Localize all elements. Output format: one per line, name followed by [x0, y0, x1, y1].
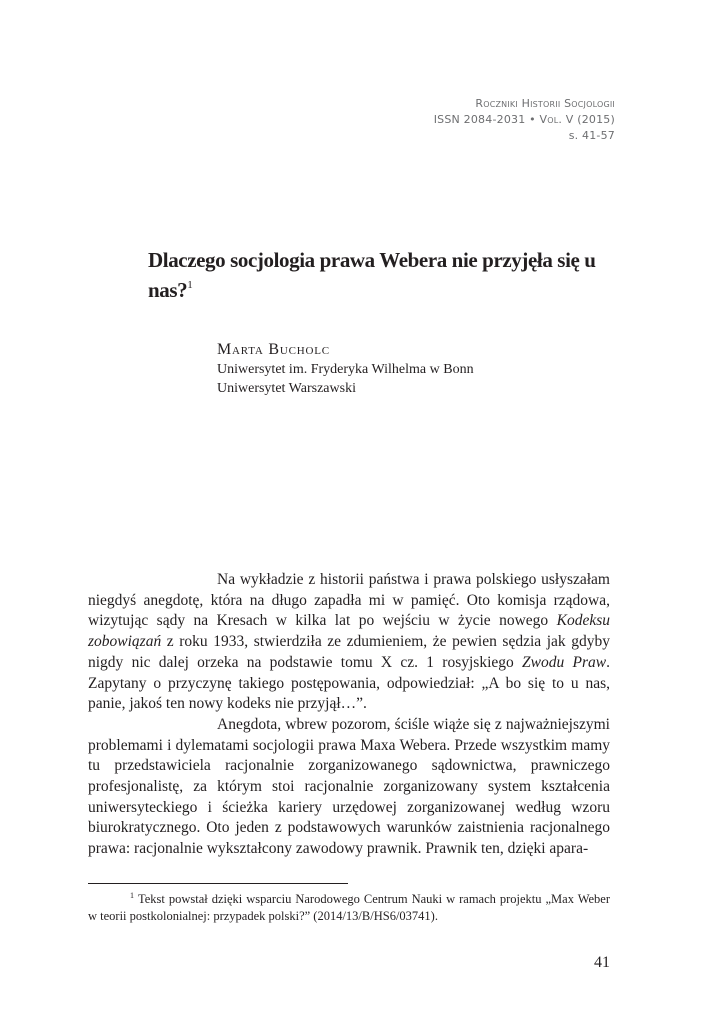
journal-header [434, 96, 615, 144]
body-paragraph-2: Anegdota, wbrew pozorom, ściśle wiąże się z najważniejszymi problemami i dylematami socjologii prawa Maxa Webera. Przede wszystkim mamy tu przedstawiciela racjonalnie zorganizowanego sądownictwa, prawniczego profesjonalistę, za którym stoi racjonalnie zorganizowany system kształcenia uniwersyteckiego i ścieżka kariery urzędowej zorganizowanej według wzoru biurokratycznego. Oto jeden z podstawowych warunków zaistnienia racjonalnego prawa: racjonalnie wykształcony zawodowy prawnik. Prawnik ten, dzięki apara- [88, 715, 610, 858]
page-number: 41 [594, 954, 610, 971]
journal-issn: ISSN 2084-2031 [433, 113, 526, 126]
author-affiliation-1: Uniwersytet im. Fryderyka Wilhelma w Bonn [217, 362, 474, 377]
footnote-number: 1 [130, 891, 134, 900]
author-affiliation-2: Uniwersytet Warszawski [217, 381, 356, 396]
body-p1-text-c: . Zapytany o przyczynę takiego postępowania, odpowiedział: „A bo się to u nas, panie, jakoś ten nowy kodeks nie przyjął…”. [88, 653, 610, 713]
journal-volume: Vol. V (2015) [539, 113, 615, 126]
body-paragraph-1 [88, 570, 610, 715]
body-p1-text-a: Na wykładzie z historii państwa i prawa polskiego usłyszałam niegdyś anegdotę, która na długo zapadła mi w pamięć. Oto komisja rządowa, wizytując sądy na Kresach w kilka lat po wejściu w życie nowego [88, 571, 610, 630]
article-title-text: Dlaczego socjologia prawa Webera nie przyjęła się u nas? [148, 248, 596, 302]
title-footnote-ref: 1 [187, 279, 193, 291]
article-title [148, 248, 618, 303]
article-body [88, 570, 610, 860]
body-p1-text-b: z roku 1933, stwierdziła ze zdumieniem, że pewien sędzia jak gdyby nigdy nic dalej orzeka na podstawie tomu X cz. 1 rosyjskiego [88, 633, 610, 671]
body-p1-italic-kodeks: Kodeksu zobowiązań [88, 612, 610, 651]
journal-name: Roczniki Historii Socjologii [475, 97, 615, 110]
author-block [217, 340, 474, 398]
footnote-text: Tekst powstał dzięki wsparciu Narodowego Centrum Nauki w ramach projektu „Max Weber w teorii postkolonialnej: przypadek polski?” (2014/13/B/HS6/03741). [88, 892, 610, 923]
author-name: Marta Bucholc [217, 341, 330, 358]
journal-issn-volume: ISSN 2084-2031 • Vol. V (2015) [433, 113, 615, 126]
journal-pages: s. 41-57 [568, 129, 615, 142]
body-p1-italic-zwod: Zwodu Praw [522, 653, 607, 671]
footnote [88, 888, 610, 924]
footnote-separator [88, 883, 348, 884]
